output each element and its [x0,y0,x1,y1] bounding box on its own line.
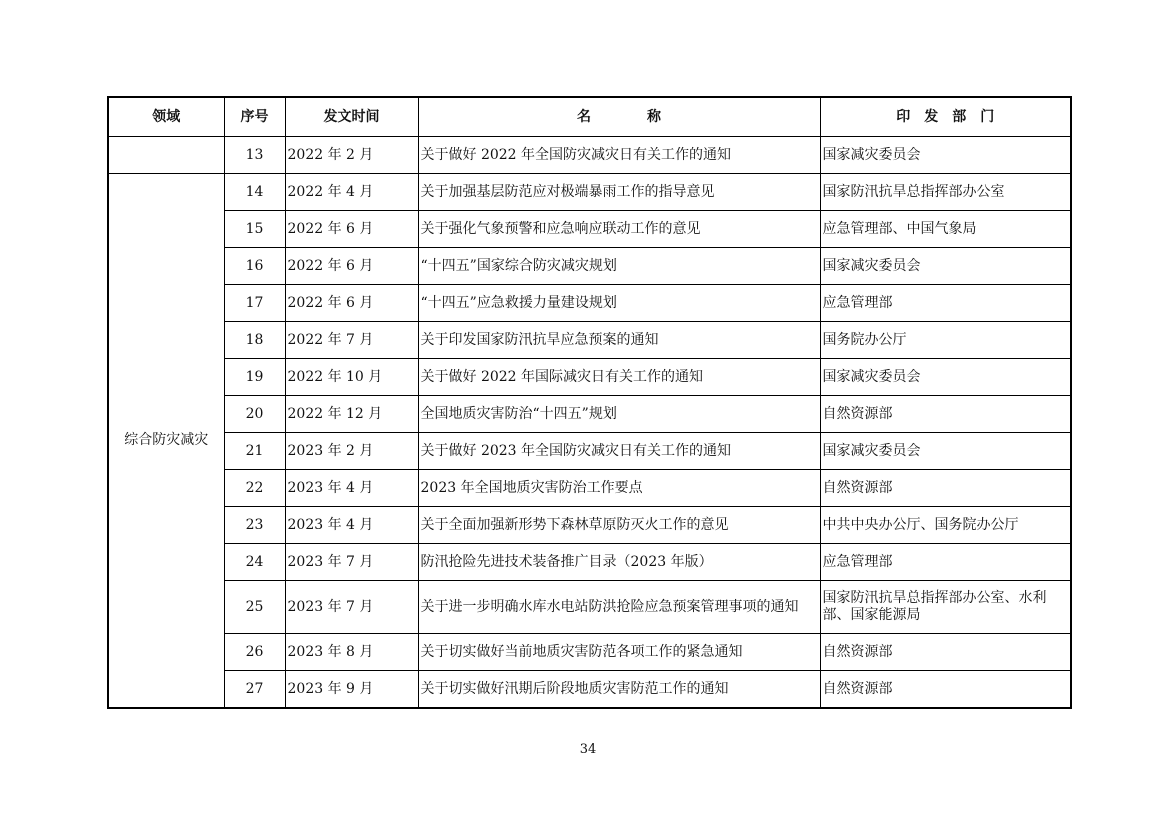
row-name: 关于切实做好汛期后阶段地质灾害防范工作的通知 [418,671,820,709]
row-dept: 应急管理部、中国气象局 [820,211,1071,248]
row-no: 13 [224,137,285,174]
table-row [108,544,1071,581]
row-date: 2022 年 4 月 [285,174,418,211]
row-name: 关于强化气象预警和应急响应联动工作的意见 [418,211,820,248]
table-row [108,211,1071,248]
row-no: 27 [224,671,285,709]
row-no: 26 [224,634,285,671]
table-row [108,396,1071,433]
table-row [108,470,1071,507]
row-name: 2023 年全国地质灾害防治工作要点 [418,470,820,507]
table-row [108,285,1071,322]
row-dept: 国家减灾委员会 [820,248,1071,285]
row-name: 防汛抢险先进技术装备推广目录（2023 年版） [418,544,820,581]
header-row [108,97,1071,137]
row-no: 21 [224,433,285,470]
row-date: 2022 年 10 月 [285,359,418,396]
row-name: 关于全面加强新形势下森林草原防灭火工作的意见 [418,507,820,544]
row-date: 2023 年 7 月 [285,544,418,581]
row-date: 2023 年 8 月 [285,634,418,671]
table-row [108,174,1071,211]
table-row [108,433,1071,470]
row-dept: 自然资源部 [820,396,1071,433]
row-no: 14 [224,174,285,211]
header-date: 发文时间 [285,97,418,137]
row-no: 16 [224,248,285,285]
area-label: 综合防灾减灾 [108,174,224,709]
table-row [108,137,1071,174]
row-dept: 自然资源部 [820,671,1071,709]
row-no: 20 [224,396,285,433]
area-cell-empty [108,137,224,174]
policy-table [107,96,1072,709]
row-name: 关于做好 2023 年全国防灾减灾日有关工作的通知 [418,433,820,470]
row-name: 关于加强基层防范应对极端暴雨工作的指导意见 [418,174,820,211]
row-name: “十四五”应急救援力量建设规划 [418,285,820,322]
table-row [108,248,1071,285]
row-dept: 国家减灾委员会 [820,433,1071,470]
row-no: 15 [224,211,285,248]
row-no: 17 [224,285,285,322]
table-row [108,581,1071,634]
row-name: 关于印发国家防汛抗旱应急预案的通知 [418,322,820,359]
header-name: 名 称 [418,97,820,137]
row-date: 2022 年 6 月 [285,248,418,285]
row-date: 2022 年 7 月 [285,322,418,359]
page-number: 34 [579,742,597,757]
row-name: 关于做好 2022 年国际减灾日有关工作的通知 [418,359,820,396]
row-dept: 国家减灾委员会 [820,359,1071,396]
row-date: 2022 年 6 月 [285,285,418,322]
row-dept: 国家防汛抗旱总指挥部办公室 [820,174,1071,211]
row-date: 2023 年 2 月 [285,433,418,470]
table-row [108,359,1071,396]
row-date: 2022 年 6 月 [285,211,418,248]
row-dept: 中共中央办公厅、国务院办公厅 [820,507,1071,544]
table-row [108,634,1071,671]
row-date: 2023 年 9 月 [285,671,418,709]
row-name: 关于切实做好当前地质灾害防范各项工作的紧急通知 [418,634,820,671]
row-dept: 应急管理部 [820,544,1071,581]
row-no: 23 [224,507,285,544]
row-name: 全国地质灾害防治“十四五”规划 [418,396,820,433]
row-dept: 国务院办公厅 [820,322,1071,359]
row-no: 24 [224,544,285,581]
row-date: 2022 年 2 月 [285,137,418,174]
table-row [108,322,1071,359]
row-dept: 国家防汛抗旱总指挥部办公室、水利部、国家能源局 [820,581,1071,634]
row-no: 25 [224,581,285,634]
row-name: 关于进一步明确水库水电站防洪抢险应急预案管理事项的通知 [418,581,820,634]
row-date: 2022 年 12 月 [285,396,418,433]
header-area: 领域 [108,97,224,137]
header-dept: 印 发 部 门 [820,97,1071,137]
table-row [108,671,1071,709]
header-no: 序号 [224,97,285,137]
row-name: 关于做好 2022 年全国防灾减灾日有关工作的通知 [418,137,820,174]
table-row [108,507,1071,544]
row-name: “十四五”国家综合防灾减灾规划 [418,248,820,285]
row-no: 19 [224,359,285,396]
row-no: 22 [224,470,285,507]
row-dept: 自然资源部 [820,470,1071,507]
row-dept: 自然资源部 [820,634,1071,671]
row-date: 2023 年 7 月 [285,581,418,634]
row-date: 2023 年 4 月 [285,470,418,507]
row-dept: 国家减灾委员会 [820,137,1071,174]
row-date: 2023 年 4 月 [285,507,418,544]
row-no: 18 [224,322,285,359]
row-dept: 应急管理部 [820,285,1071,322]
